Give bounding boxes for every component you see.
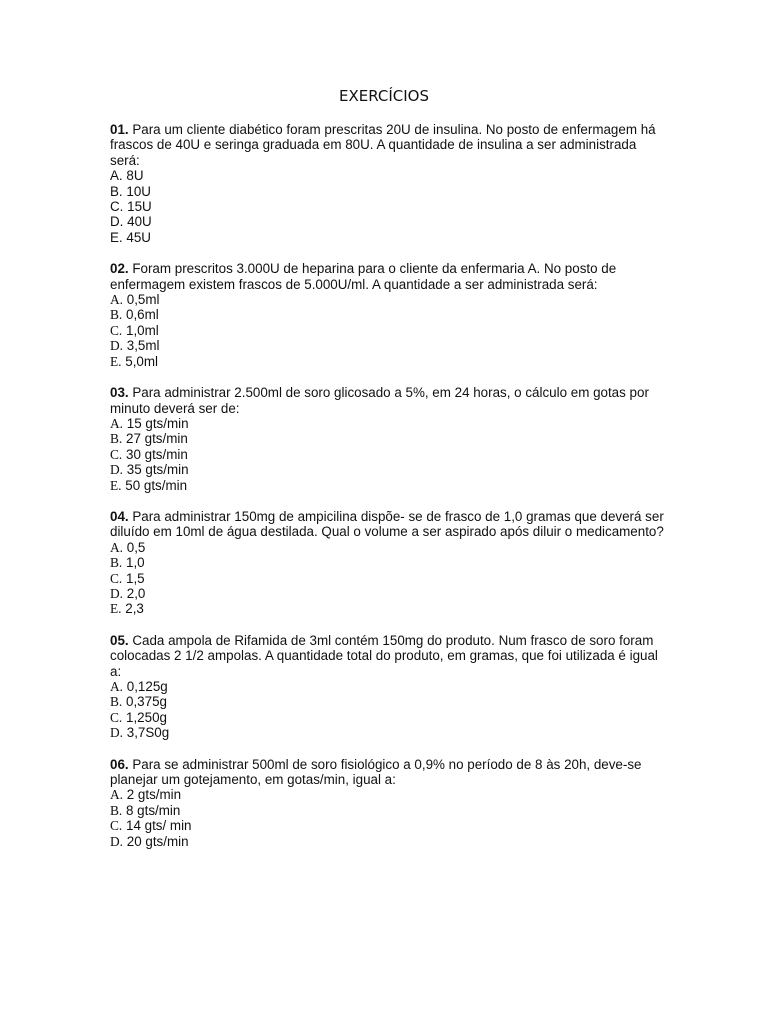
answer-option-a (110, 540, 666, 555)
option-text: 14 gts/ min (122, 818, 192, 834)
question-01 (110, 122, 666, 245)
option-text: 2 gts/min (123, 787, 182, 803)
option-text: 2,0 (123, 585, 146, 601)
option-text: 5,0ml (121, 353, 158, 369)
option-letter: C. (110, 709, 123, 725)
option-letter: D. (110, 338, 124, 354)
question-03 (110, 385, 666, 493)
option-letter: A. (110, 292, 124, 308)
option-text: 1,0ml (122, 322, 159, 338)
option-letter: C. (110, 570, 123, 586)
option-letter: E. (110, 601, 122, 617)
answer-option-e (110, 230, 666, 245)
option-letter: C. (110, 818, 123, 834)
answer-options (110, 292, 666, 369)
option-text: 15 gts/min (123, 415, 189, 431)
answer-options (110, 168, 666, 245)
question-body: Para um cliente diabético foram prescritas 20U de insulina. No posto de enfermagem há frascos de 40U e seringa graduada em 80U. A quantidade de insulina a ser administrada será: (110, 122, 656, 168)
option-text: 35 gts/min (123, 462, 189, 478)
answer-option-c (110, 199, 666, 214)
answer-options (110, 540, 666, 617)
answer-option-b (110, 555, 666, 570)
question-body: Foram prescritos 3.000U de heparina para o cliente da enfermaria A. No posto de enfermagem existem frascos de 5.000U/ml. A quantidade a ser administrada será: (110, 261, 617, 292)
question-text (110, 122, 666, 168)
answer-option-a (110, 416, 666, 431)
page-title: EXERCÍCIOS (338, 87, 430, 105)
option-letter: A. (110, 539, 124, 555)
option-letter: D. (110, 833, 124, 849)
option-text: 0,125g (123, 679, 168, 694)
answer-option-d (110, 338, 666, 353)
question-number: 02. (110, 261, 129, 277)
option-text: 27 gts/min (122, 431, 188, 447)
option-letter: D. (110, 214, 124, 230)
answer-option-a (110, 292, 666, 307)
question-text (110, 509, 666, 540)
question-number: 04. (110, 508, 129, 524)
option-letter: A. (110, 787, 124, 803)
answer-option-c (110, 447, 666, 462)
question-text (110, 261, 666, 292)
option-letter: A. (110, 415, 124, 431)
answer-option-d (110, 834, 666, 849)
answer-options (110, 787, 666, 849)
answer-option-b (110, 184, 666, 199)
option-text: 1,250g (122, 709, 167, 725)
question-text (110, 757, 666, 788)
option-text: 0,5ml (123, 292, 160, 308)
option-letter: C. (110, 322, 123, 338)
answer-option-b (110, 694, 666, 709)
option-letter: A. (110, 679, 124, 694)
answer-options (110, 679, 666, 741)
question-text (110, 633, 666, 679)
option-letter: B. (110, 802, 123, 818)
option-letter: B. (110, 183, 123, 199)
option-text: 15U (123, 199, 152, 215)
option-letter: B. (110, 555, 123, 571)
answer-option-c (110, 571, 666, 586)
answer-option-c (110, 323, 666, 338)
answer-option-d (110, 586, 666, 601)
question-02 (110, 261, 666, 369)
answer-option-e (110, 478, 666, 493)
answer-options (110, 416, 666, 493)
exercise-list (110, 122, 666, 865)
answer-option-a (110, 679, 666, 694)
question-body: Para administrar 150mg de ampicilina dispõe- se de frasco de 1,0 gramas que deverá ser diluído em 10ml de água destilada. Qual o volume a ser aspirado após diluir o medicamento? (110, 508, 664, 540)
answer-option-d (110, 462, 666, 477)
question-number: 06. (110, 756, 129, 772)
option-text: 40U (123, 214, 152, 230)
option-text: 0,5 (123, 539, 146, 555)
answer-option-a (110, 787, 666, 802)
option-letter: D. (110, 725, 124, 741)
option-text: 10U (122, 183, 151, 199)
answer-option-b (110, 803, 666, 818)
option-text: 3,5ml (123, 338, 160, 354)
option-letter: C. (110, 446, 123, 462)
answer-option-b (110, 307, 666, 322)
option-letter: B. (110, 694, 123, 710)
option-text: 1,0 (122, 555, 145, 571)
answer-option-d (110, 725, 666, 740)
option-letter: A. (110, 168, 123, 184)
question-text (110, 385, 666, 416)
option-text: 20 gts/min (123, 833, 189, 849)
option-letter: D. (110, 585, 124, 601)
option-text: 30 gts/min (122, 446, 188, 462)
question-number: 05. (110, 632, 129, 648)
option-text: 2,3 (121, 601, 144, 617)
option-text: 8U (122, 168, 144, 184)
option-letter: B. (110, 431, 123, 447)
question-number: 03. (110, 385, 129, 401)
question-body: Cada ampola de Rifamida de 3ml contém 150mg do produto. Num frasco de soro foram colocadas 2 1/2 ampolas. A quantidade total do produto, em gramas, que foi utilizada é igual a: (110, 632, 658, 679)
option-text: 8 gts/min (122, 802, 181, 818)
question-05 (110, 633, 666, 741)
answer-option-c (110, 818, 666, 833)
option-text: 0,6ml (122, 307, 159, 323)
option-letter: C. (110, 199, 124, 215)
option-text: 3,7S0g (123, 725, 170, 741)
answer-option-d (110, 214, 666, 229)
option-text: 0,375g (122, 694, 167, 710)
answer-option-a (110, 168, 666, 183)
option-letter: B. (110, 307, 123, 323)
answer-option-e (110, 601, 666, 616)
answer-option-b (110, 431, 666, 446)
question-06 (110, 757, 666, 849)
option-letter: E. (110, 353, 122, 369)
question-number: 01. (110, 122, 129, 137)
option-letter: E. (110, 229, 123, 245)
option-letter: D. (110, 462, 124, 478)
option-text: 1,5 (122, 570, 145, 586)
option-text: 45U (122, 229, 151, 245)
option-letter: E. (110, 477, 122, 493)
answer-option-e (110, 354, 666, 369)
question-04 (110, 509, 666, 617)
answer-option-c (110, 710, 666, 725)
question-body: Para administrar 2.500ml de soro glicosado a 5%, em 24 horas, o cálculo em gotas por minuto deverá ser de: (110, 385, 649, 416)
question-body: Para se administrar 500ml de soro fisiológico a 0,9% no período de 8 às 20h, deve-se planejar um gotejamento, em gotas/min, igual a: (110, 756, 642, 788)
option-text: 50 gts/min (121, 477, 188, 493)
